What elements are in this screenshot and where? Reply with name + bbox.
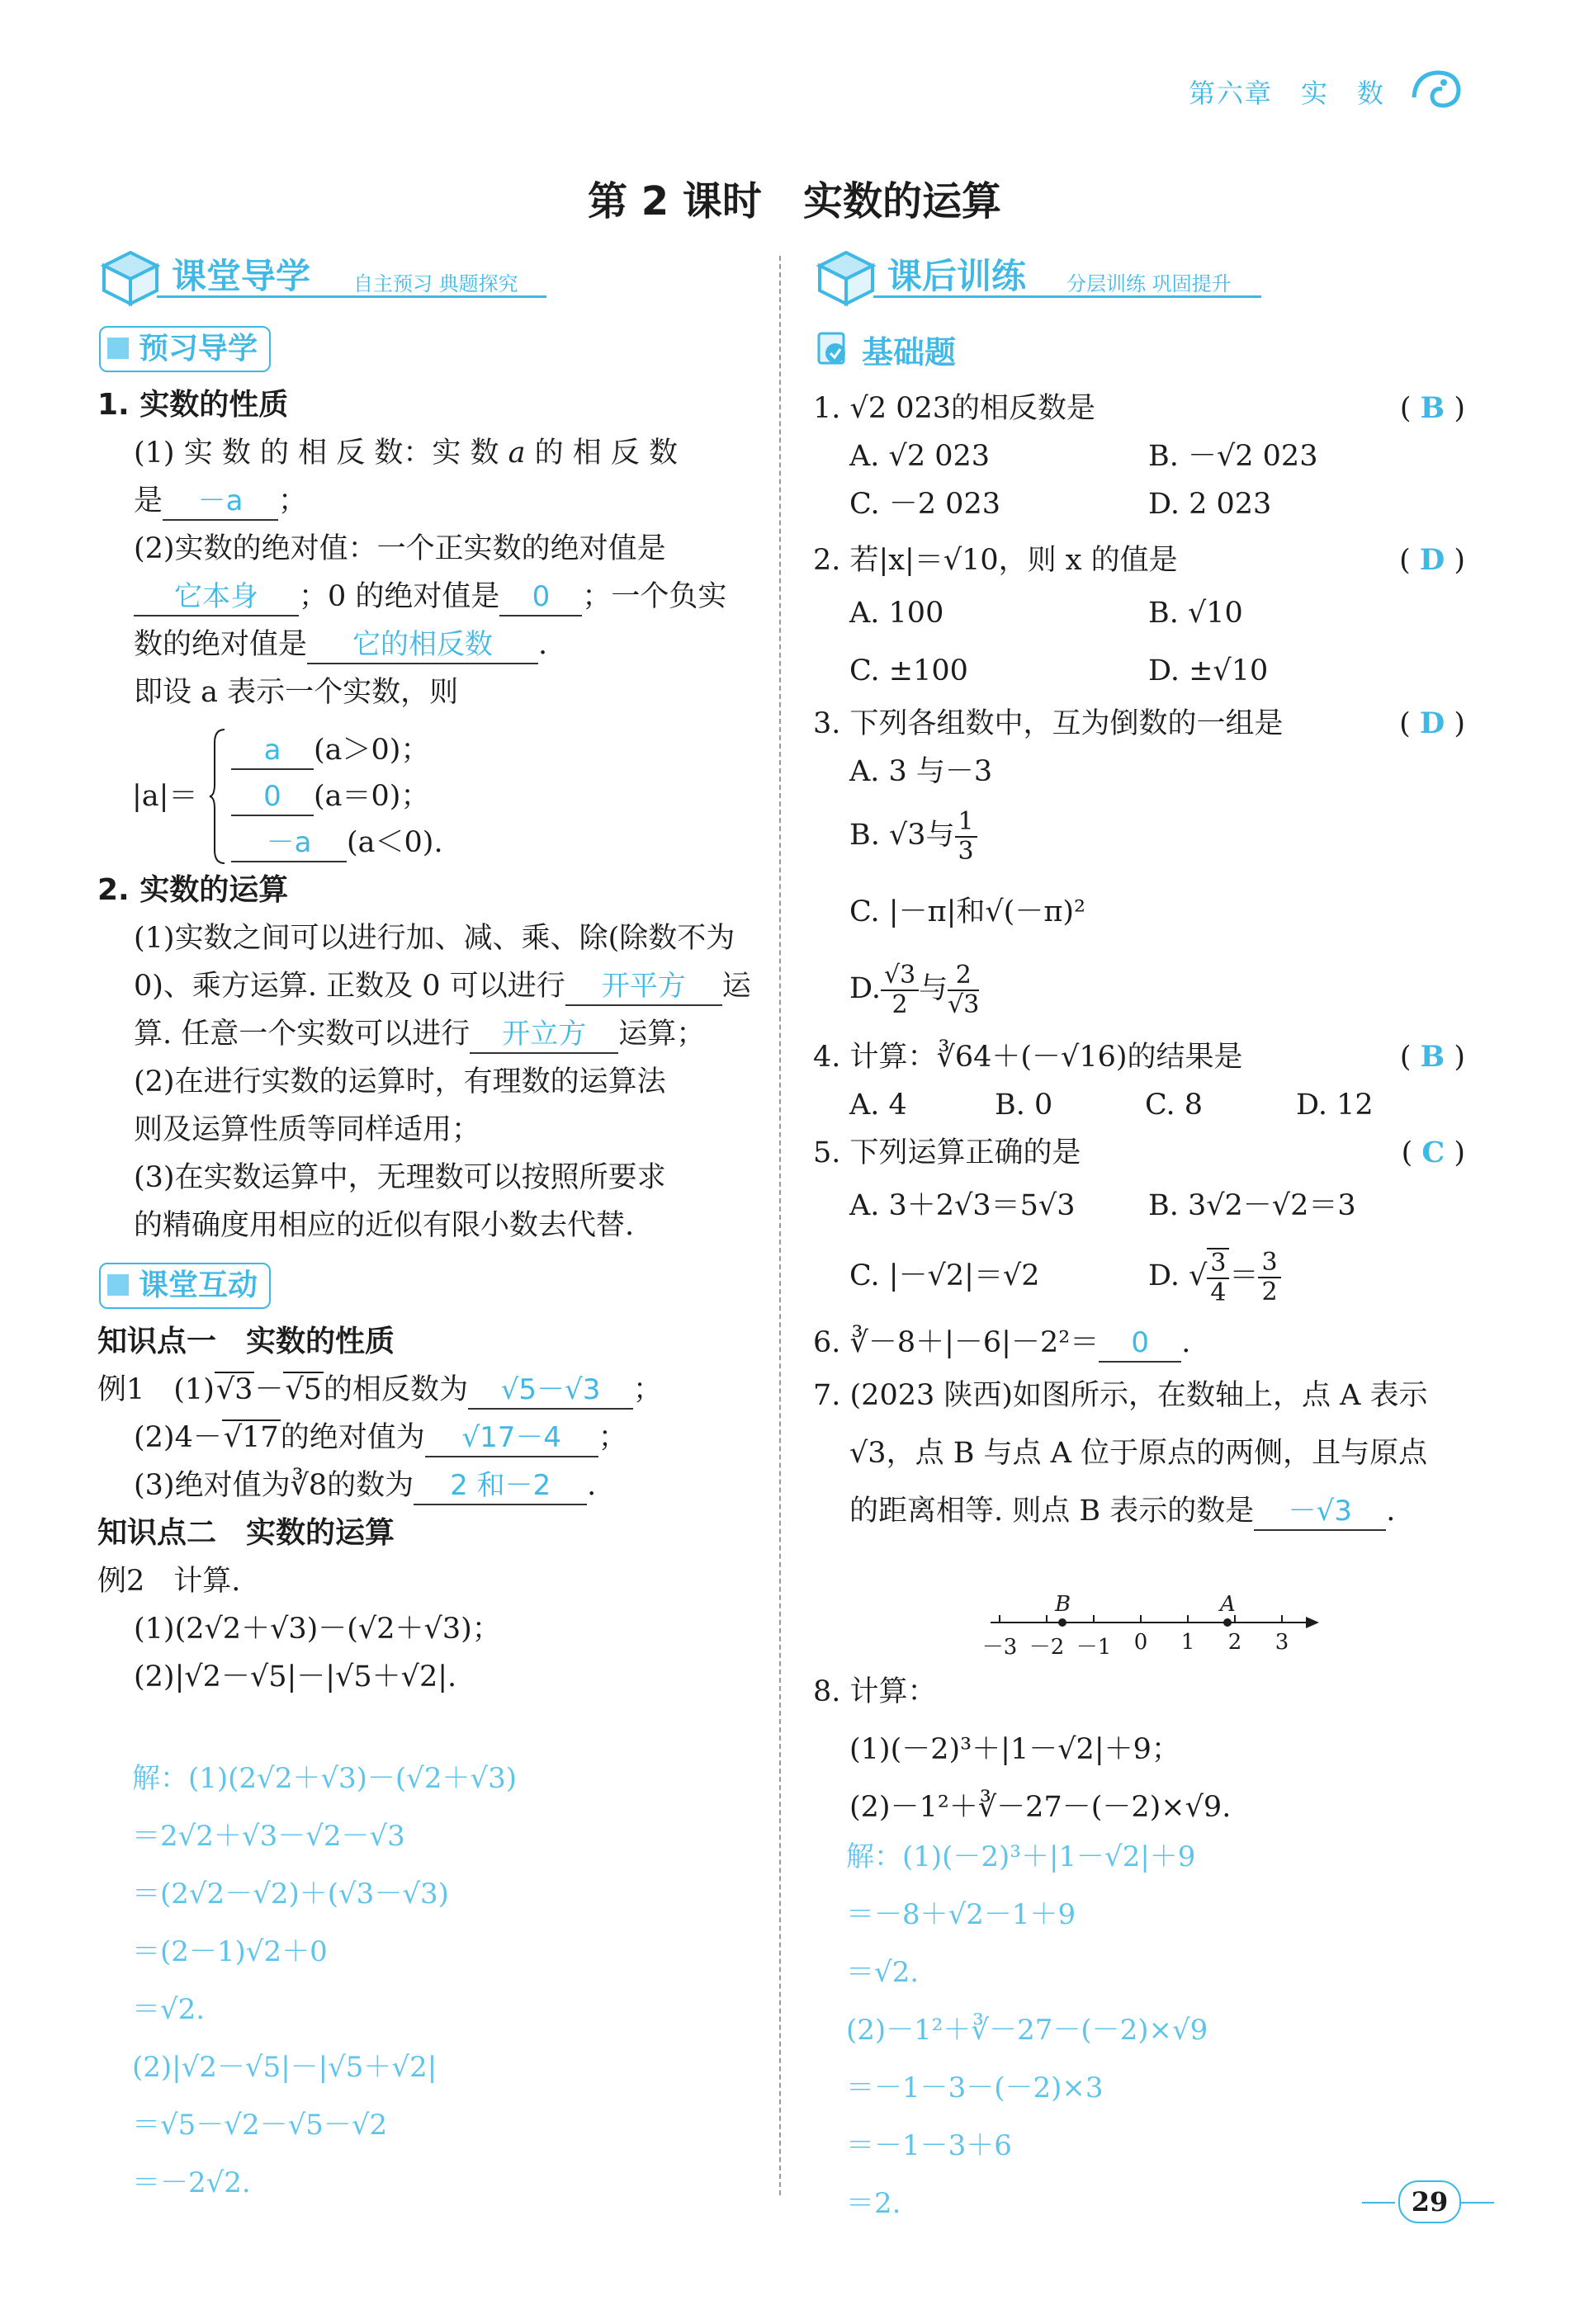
- q4-options: [813, 1081, 1473, 1129]
- q3-answer: D: [1419, 706, 1445, 740]
- lesson-title: 实数的运算: [802, 178, 1001, 224]
- fraction: [955, 808, 977, 866]
- s1-line1-end: 的 相 反 数: [534, 437, 679, 470]
- s2-line3-pre: 算. 任意一个实数可以进行: [134, 1018, 471, 1051]
- example-2-1: (1)(2√2＋√3)－(√2＋√3)；: [134, 1613, 501, 1646]
- q5-d-pre: D. √: [1148, 1259, 1208, 1292]
- page-number: 29: [1398, 2180, 1461, 2223]
- ex1-3-pre: (3)绝对值为: [134, 1469, 291, 1502]
- s2-line7: 的精确度用相应的近似有限小数去代替.: [134, 1209, 635, 1242]
- q8-text: 8. 计算：: [813, 1675, 937, 1708]
- basic-title: 基础题: [862, 334, 957, 371]
- q3-text: 3. 下列各组数中，互为倒数的一组是: [813, 707, 1284, 740]
- case-2: [231, 772, 429, 820]
- numerator: 1: [955, 808, 977, 838]
- axis-tick-label: －1: [1076, 1635, 1112, 1660]
- answer-blank: －a: [163, 483, 278, 521]
- number-line: [981, 1592, 1329, 1663]
- q2-answer-bracket: ( D ): [1399, 543, 1465, 577]
- q5-option-b: B. 3√2－√2＝3: [1148, 1189, 1356, 1222]
- sqrt3: √3: [215, 1373, 253, 1406]
- q1-option-c: C. －2 023: [849, 488, 1000, 521]
- fraction: [1258, 1249, 1280, 1306]
- cbrt8: ∛8: [290, 1469, 328, 1502]
- page-title: [0, 169, 1589, 226]
- axis-tick: [1140, 1615, 1142, 1623]
- point-b-label: B: [1055, 1592, 1071, 1617]
- knowledge-point-2: 知识点二 实数的运算: [97, 1516, 395, 1550]
- answer-blank: √17－4: [425, 1419, 598, 1457]
- solution-line: (2)|√2－√5|－|√5＋√2|: [132, 2051, 437, 2084]
- point-b-dot: [1058, 1618, 1066, 1627]
- ex1-3-mid: 的数为: [327, 1469, 414, 1502]
- section-1-title: 1. 实数的性质: [97, 388, 289, 422]
- preview-tag-label: 预习导学: [139, 332, 258, 366]
- q2-text: 2. 若|x|＝√10，则 x 的值是: [813, 544, 1178, 577]
- q3-d-mid: 与: [919, 972, 948, 1005]
- s1-line4-mid: ；0 的绝对值是: [299, 580, 500, 613]
- example-1-3: [97, 1462, 758, 1509]
- s1-line1-text: (1) 实 数 的 相 反 数：实 数: [134, 437, 499, 470]
- solution-line: ＝(2√2－√2)＋(√3－√3): [132, 1878, 449, 1911]
- fraction: [881, 961, 919, 1019]
- axis-tick-label: 2: [1227, 1630, 1242, 1655]
- denominator: 3: [958, 836, 974, 866]
- q1-options-row2: [813, 480, 1473, 528]
- q5-option-c: C. |－√2|＝√2: [849, 1259, 1040, 1292]
- solution-line: ＝－1－3＋6: [846, 2129, 1012, 2162]
- abs-label: |a|＝: [132, 780, 198, 813]
- q5-text: 5. 下列运算正确的是: [813, 1136, 1081, 1169]
- axis-tick: [1187, 1615, 1189, 1623]
- case-1-cond: (a＞0)；: [314, 734, 430, 767]
- s1-line5-pre: 数的绝对值是: [134, 628, 308, 661]
- chameleon-icon: [1407, 64, 1465, 114]
- q3-answer-bracket: ( D ): [1399, 706, 1465, 740]
- axis-tick-label: 0: [1133, 1630, 1148, 1655]
- axis-tick-label: 3: [1275, 1630, 1289, 1655]
- answer-blank: －√3: [1254, 1493, 1386, 1531]
- ex1-2-mid: 的绝对值为: [280, 1421, 425, 1454]
- tag-marker-icon: [107, 1274, 129, 1296]
- q5-d-eq: ＝: [1229, 1259, 1259, 1292]
- q1-option-d: D. 2 023: [1148, 488, 1272, 521]
- q1-answer-bracket: ( B ): [1399, 391, 1465, 425]
- solution-line: ＝√2.: [132, 1993, 206, 2026]
- s1-line1-var: a: [508, 437, 526, 470]
- example-1-2: [97, 1414, 758, 1462]
- solution-line: ＝2.: [846, 2187, 901, 2220]
- denominator: √3: [948, 990, 980, 1019]
- interact-tag-label: 课堂互动: [139, 1268, 258, 1302]
- right-banner-title: 课后训练: [887, 256, 1027, 296]
- question-8: [813, 1663, 1473, 1836]
- denominator: 2: [891, 990, 908, 1019]
- q3-option-a: A. 3 与－3: [849, 755, 993, 788]
- answer-blank: 它本身: [134, 579, 299, 616]
- numerator: 3: [1258, 1249, 1280, 1278]
- s2-line6: (3)在实数运算中，无理数可以按照所要求: [134, 1161, 666, 1194]
- check-doc-icon: [816, 330, 852, 366]
- numerator: 2: [948, 961, 979, 991]
- left-section-operations: [97, 867, 758, 1249]
- tag-marker-icon: [107, 338, 129, 359]
- question-7-line3: [813, 1482, 1473, 1540]
- axis-tick: [1093, 1615, 1095, 1623]
- q8-part-2: (2)－1²＋∛－27－(－2)×√9.: [849, 1791, 1232, 1824]
- s2-line4: (2)在进行实数的运算时，有理数的运算法: [134, 1065, 666, 1098]
- numerator: √3: [881, 961, 919, 991]
- q2-option-a: A. 100: [849, 597, 944, 630]
- axis-tick: [1281, 1615, 1283, 1623]
- q2-options-row2: [813, 642, 1473, 700]
- right-banner-underline: [873, 295, 1261, 298]
- case-2-cond: (a＝0)；: [314, 780, 430, 813]
- question-5: [813, 1129, 1473, 1177]
- numerator: 3: [1207, 1249, 1229, 1279]
- q6-end: .: [1181, 1326, 1191, 1359]
- case-3-cond: (a＜0).: [347, 826, 443, 859]
- s2-line3-end: 运算；: [618, 1018, 706, 1051]
- q4-option-b: B. 0: [995, 1089, 1053, 1122]
- denominator: 2: [1261, 1277, 1278, 1306]
- s2-line3: [97, 1010, 758, 1058]
- knowledge-point-1: 知识点一 实数的性质: [97, 1325, 395, 1358]
- cube-icon: [813, 248, 879, 307]
- answer-blank: 开平方: [565, 968, 722, 1006]
- s2-line1: (1)实数之间可以进行加、减、乘、除(除数不为: [134, 922, 735, 955]
- answer-blank: 它的相反数: [307, 626, 538, 664]
- axis-tick-label: 1: [1180, 1630, 1195, 1655]
- left-section-properties: [97, 381, 758, 716]
- left-solution: [132, 1750, 517, 2212]
- q5-answer: C: [1421, 1136, 1445, 1169]
- question-1: [813, 385, 1473, 432]
- q4-option-c: C. 8: [1145, 1089, 1204, 1122]
- axis-tick-label: －3: [981, 1635, 1018, 1660]
- arrow-right-icon: [1306, 1615, 1321, 1630]
- answer-blank: 0: [499, 579, 582, 616]
- q3-b-pre: B. √3与: [849, 819, 955, 852]
- q1-text: 1. √2 023的相反数是: [813, 392, 1096, 425]
- s1-line4: [97, 573, 758, 621]
- solution-line: ＝(2－1)√2＋0: [132, 1935, 328, 1968]
- s1-line3: (2)实数的绝对值：一个正实数的绝对值是: [134, 532, 666, 565]
- ex1-3-end: .: [587, 1469, 597, 1502]
- q4-text: 4. 计算：∛64＋(－√16)的结果是: [813, 1041, 1243, 1074]
- q2-option-c: C. ±100: [849, 654, 968, 687]
- s1-line2: [97, 477, 758, 525]
- q2-answer: D: [1419, 543, 1445, 577]
- left-banner-title: 课堂导学: [172, 256, 311, 296]
- chapter-header: 第六章 实 数: [1189, 78, 1386, 109]
- q5-options-row2: [813, 1235, 1473, 1317]
- answer-blank: 0: [1099, 1325, 1181, 1363]
- s1-line6: 即设 a 表示一个实数，则: [134, 676, 459, 709]
- question-4: [813, 1033, 1473, 1081]
- example-2-2: (2)|√2－√5|－|√5＋√2|.: [134, 1660, 457, 1693]
- left-banner-subtitle: 自主预习 典题探究: [353, 272, 518, 295]
- q5-options-row1: [813, 1177, 1473, 1235]
- brace-icon: [208, 726, 228, 867]
- q2-options-row1: [813, 584, 1473, 642]
- question-6: [813, 1319, 1473, 1367]
- q4-option-d: D. 12: [1296, 1089, 1374, 1122]
- s2-line2-pre: 0)、乘方运算. 正数及 0 可以进行: [134, 970, 565, 1003]
- answer-blank: √5－√3: [468, 1372, 633, 1410]
- s2-line5: 则及运算性质等同样适用；: [134, 1113, 481, 1146]
- case-1: [231, 726, 429, 774]
- footer-line-left: [1362, 2202, 1395, 2204]
- right-solution: [846, 1828, 1208, 2232]
- right-questions: [813, 385, 1473, 1540]
- axis-tick: [999, 1615, 1000, 1623]
- q5-answer-bracket: ( C ): [1401, 1136, 1465, 1169]
- axis-tick: [1046, 1615, 1048, 1623]
- abs-value-cases: [132, 726, 479, 867]
- question-2: [813, 536, 1473, 584]
- ex1-1-mid: 的相反数为: [324, 1373, 469, 1406]
- footer-line-right: [1461, 2202, 1494, 2204]
- q1-answer: B: [1420, 391, 1445, 425]
- column-divider: [779, 256, 781, 2195]
- q4-answer: B: [1420, 1040, 1445, 1074]
- lesson-number: 第 2 课时: [588, 178, 762, 224]
- s2-line2: [97, 962, 758, 1010]
- q4-option-a: A. 4: [849, 1089, 907, 1122]
- left-banner-underline: [157, 295, 546, 298]
- question-3: [813, 700, 1473, 748]
- solution-line: ＝－1－3－(－2)×3: [846, 2071, 1104, 2104]
- cube-icon: [97, 248, 163, 307]
- q5-option-d: [1148, 1235, 1281, 1317]
- sqrt17: √17: [223, 1421, 279, 1454]
- solution-line: 解：(1)(2√2＋√3)－(√2＋√3): [132, 1762, 518, 1795]
- ex1-1-pre: 例1 (1): [97, 1373, 215, 1406]
- solution-line: ＝－8＋√2－1＋9: [846, 1898, 1076, 1931]
- q3-option-d: [813, 949, 1473, 1028]
- q2-option-b: B. √10: [1148, 597, 1243, 630]
- q1-option-b: B. －√2 023: [1148, 440, 1318, 473]
- q3-option-b: [813, 796, 1473, 875]
- solution-line: ＝√2.: [846, 1956, 920, 1989]
- ex1-1-end: ；: [633, 1373, 663, 1406]
- q4-answer-bracket: ( B ): [1399, 1040, 1465, 1074]
- example-1-1: 例1 (1)√3－√5的相反数为 √5－√3 ；: [97, 1366, 758, 1414]
- answer-blank: 2 和－2: [414, 1467, 587, 1505]
- s2-line2-end: 运: [721, 970, 751, 1003]
- solution-line: ＝√5－√2－√5－√2: [132, 2109, 388, 2142]
- ex1-2-pre: (2)4－: [134, 1421, 222, 1454]
- sqrt5: √5: [285, 1373, 323, 1406]
- left-examples: [97, 1318, 758, 1701]
- s1-line2-end: ；: [278, 484, 308, 517]
- solution-line: (2)－1²＋∛－27－(－2)×√9: [846, 2014, 1208, 2047]
- ex1-2-end: ；: [598, 1421, 627, 1454]
- q7-end: .: [1386, 1495, 1396, 1528]
- preview-tag: [99, 326, 271, 372]
- s1-line2-pre: 是: [134, 484, 163, 517]
- interact-tag: [99, 1263, 271, 1309]
- solution-line: ＝－2√2.: [132, 2166, 251, 2199]
- s1-line5: [97, 621, 758, 668]
- case-3: [231, 819, 443, 867]
- q3-option-c: C. |－π|和√(－π)²: [849, 895, 1086, 928]
- s1-line5-end: .: [538, 628, 548, 661]
- answer-blank: a: [231, 732, 314, 770]
- s1-line4-end: ；一个负实: [582, 580, 727, 613]
- q1-option-a: A. √2 023: [849, 440, 991, 473]
- question-7-line2: √3，点 B 与点 A 位于原点的两侧，且与原点: [849, 1437, 1428, 1470]
- fraction: [1207, 1248, 1229, 1307]
- answer-blank: －a: [231, 824, 347, 862]
- denominator: 4: [1210, 1278, 1227, 1307]
- example-2: 例2 计算.: [97, 1565, 241, 1598]
- q1-options-row1: [813, 432, 1473, 480]
- axis-line: [991, 1622, 1312, 1623]
- question-7-line1: 7. (2023 陕西)如图所示，在数轴上，点 A 表示: [813, 1379, 1428, 1412]
- q2-option-d: D. ±√10: [1148, 654, 1269, 687]
- axis-tick-label: －2: [1029, 1635, 1065, 1660]
- s1-line1: [97, 429, 758, 477]
- answer-blank: 0: [231, 778, 314, 816]
- q7-line3-pre: 的距离相等. 则点 B 表示的数是: [849, 1495, 1255, 1528]
- fraction: [948, 961, 979, 1019]
- q5-option-a: A. 3＋2√3＝5√3: [849, 1189, 1076, 1222]
- q8-part-1: (1)(－2)³＋|1－√2|＋9；: [849, 1733, 1180, 1766]
- q3-d-pre: D.: [849, 972, 881, 1005]
- point-a-label: A: [1220, 1592, 1236, 1617]
- page-number-box: [1362, 2177, 1494, 2227]
- section-2-title: 2. 实数的运算: [97, 873, 289, 907]
- right-banner-subtitle: 分层训练 巩固提升: [1066, 272, 1232, 295]
- answer-blank: 开立方: [470, 1016, 618, 1054]
- solution-line: 解：(1)(－2)³＋|1－√2|＋9: [846, 1840, 1196, 1873]
- solution-line: ＝2√2＋√3－√2－√3: [132, 1820, 405, 1853]
- point-a-dot: [1223, 1618, 1232, 1627]
- q6-text: 6. ∛－8＋|－6|－2²＝: [813, 1326, 1100, 1359]
